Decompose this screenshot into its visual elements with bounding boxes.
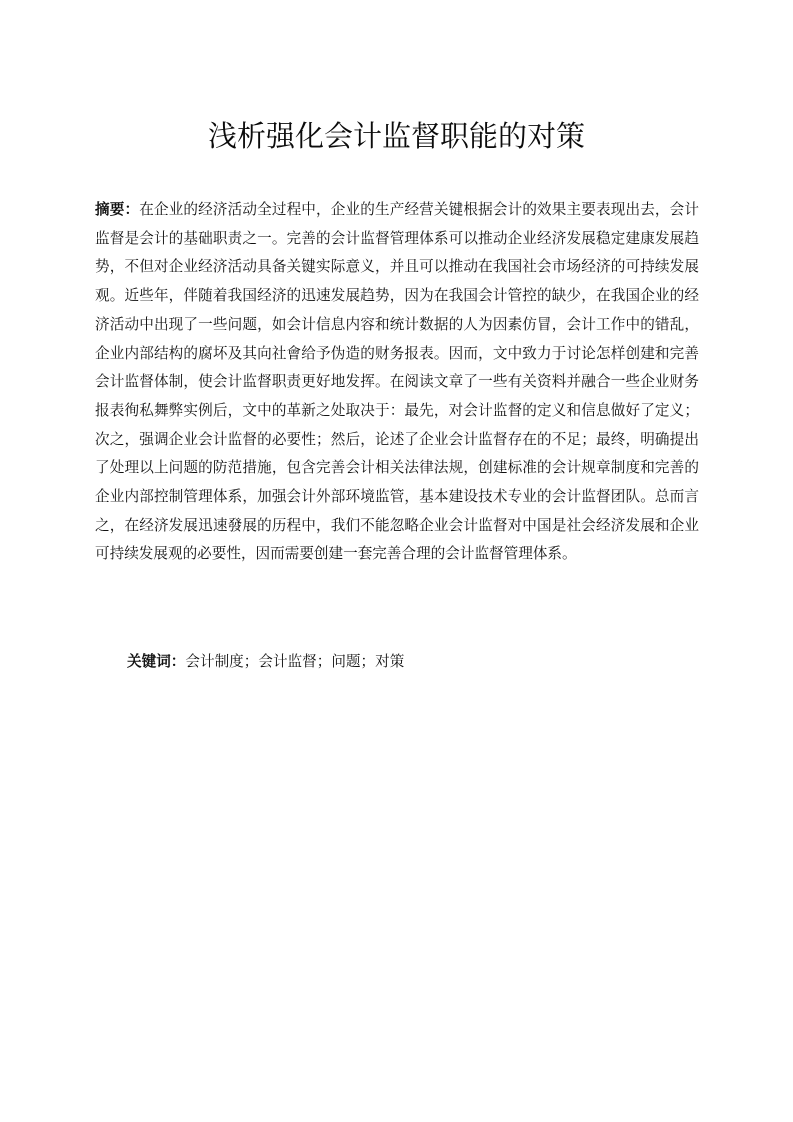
keywords-line (127, 648, 707, 676)
abstract-label: 摘要： (95, 201, 140, 218)
paper-title: 浅析强化会计监督职能的对策 (207, 119, 585, 153)
keywords-text: 会计制度；会计监督；问题；对策 (185, 653, 405, 670)
abstract-paragraph (95, 196, 699, 569)
keywords-label: 关键词： (127, 653, 186, 670)
abstract-text: 在企业的经济活动全过程中，企业的生产经营关键根据会计的效果主要表现出去，会计监督是会计的基础职责之一。完善的会计监督管理体系可以推动企业经济发展稳定建康发展趋势，不但对企业经济活动具备关键实际意义，并且可以推动在我国社会市场经济的可持续发展观。近些年，伴随着我国经济的迅速发展趋势，因为在我国会计管控的缺少，在我国企业的经济活动中出现了一些问题，如会计信息内容和统计数据的人为因素仿冒，会计工作中的错乱，企业内部结构的腐坏及其向社會给予伪造的财务报表。因而，文中致力于讨论怎样创建和完善会计监督体制，使会计监督职责更好地发挥。在阅读文章了一些有关资料并融合一些企业财务报表徇私舞弊实例后，文中的革新之处取决于：最先，对会计监督的定义和信息做好了定义；次之，强调企业会计监督的必要性；然后，论述了企业会计监督存在的不足；最终，明确提出了处理以上问题的防范措施，包含完善会计相关法律法规，创建标准的会计规章制度和完善的企业内部控制管理体系，加强会计外部环境监管，基本建设技术专业的会计监督团队。总而言之，在经济发展迅速發展的历程中，我们不能忽略企业会计监督对中国是社会经济发展和企业可持续发展观的必要性，因而需要创建一套完善合理的会计监督管理体系。 (95, 201, 699, 563)
